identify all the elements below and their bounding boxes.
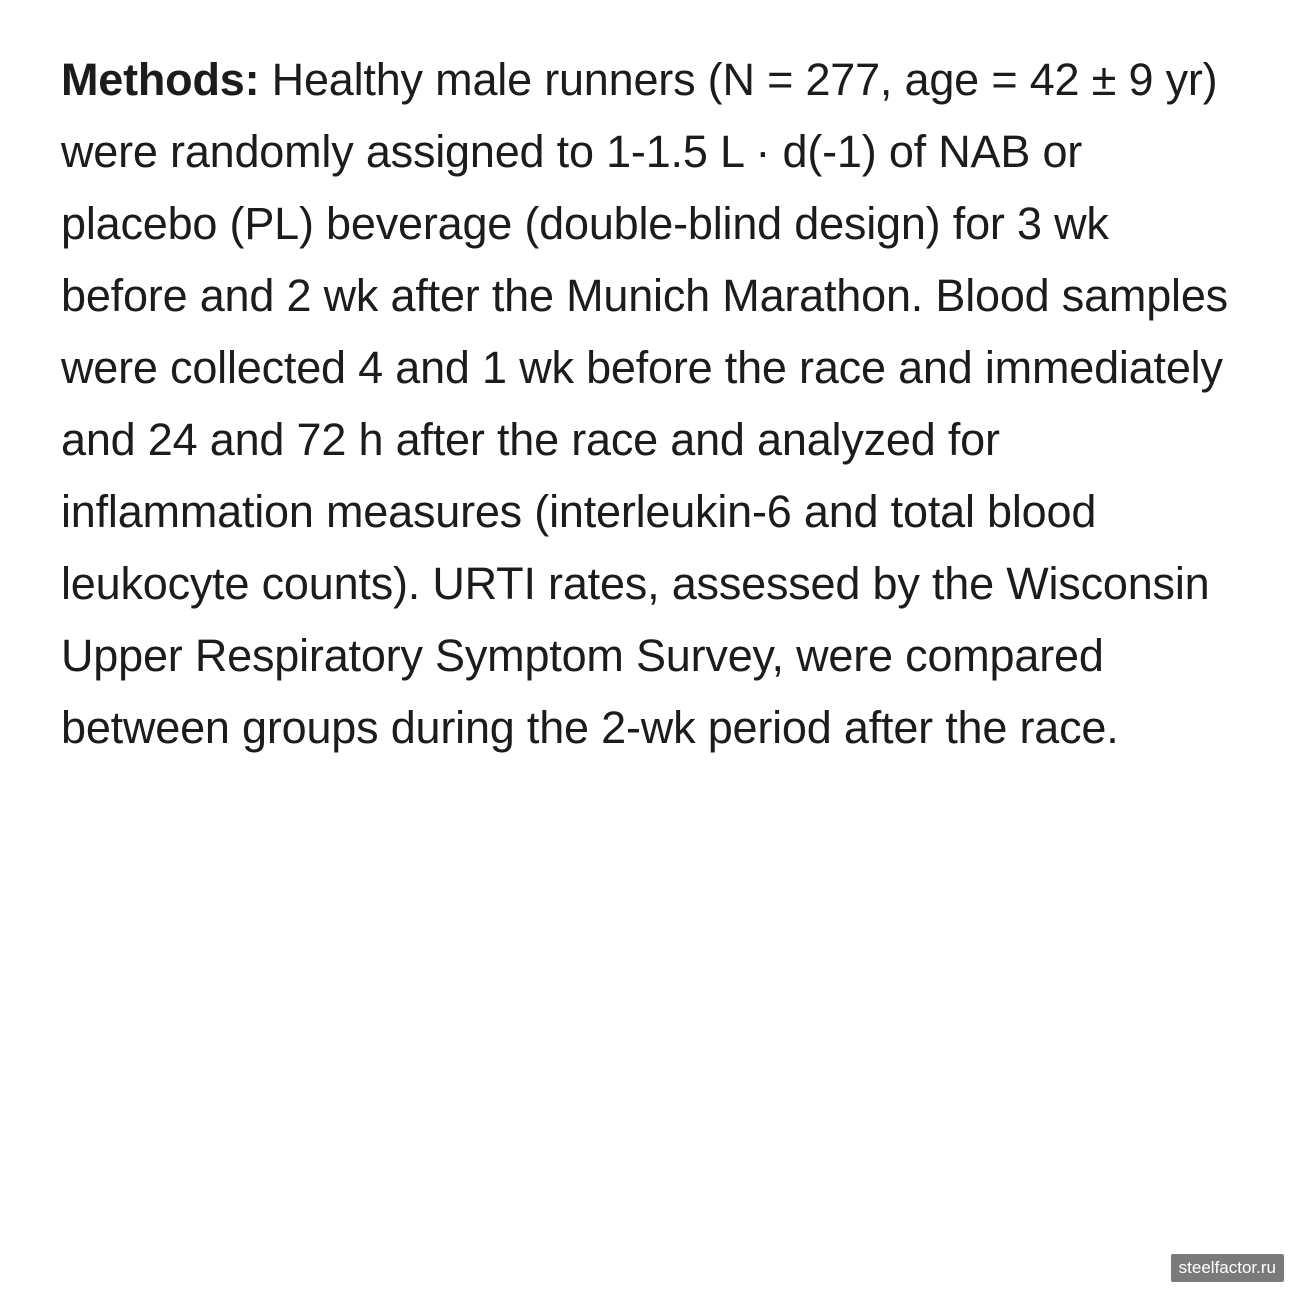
watermark: steelfactor.ru: [1171, 1254, 1284, 1282]
methods-text: Healthy male runners (N = 277, age = 42 ± 9 yr) were randomly assigned to 1-1.5 L · d(-1) of NAB or placebo (PL) beverage (double-blind design) for 3 wk before and 2 wk after the Munich Marathon. Blood samples were collected 4 and 1 wk before the race and immediately and 24 and 72 h after the race and analyzed for inflammation measures (interleukin-6 and total blood leukocyte counts). URTI rates, assessed by the Wisconsin Upper Respiratory Symptom Survey, were compared between groups during the 2-wk period after the race.: [61, 54, 1228, 753]
faded-results-paragraph: [61, 860, 1241, 1290]
methods-label: Methods:: [61, 54, 260, 105]
document-body: [61, 44, 1241, 764]
methods-paragraph: [61, 44, 1241, 764]
